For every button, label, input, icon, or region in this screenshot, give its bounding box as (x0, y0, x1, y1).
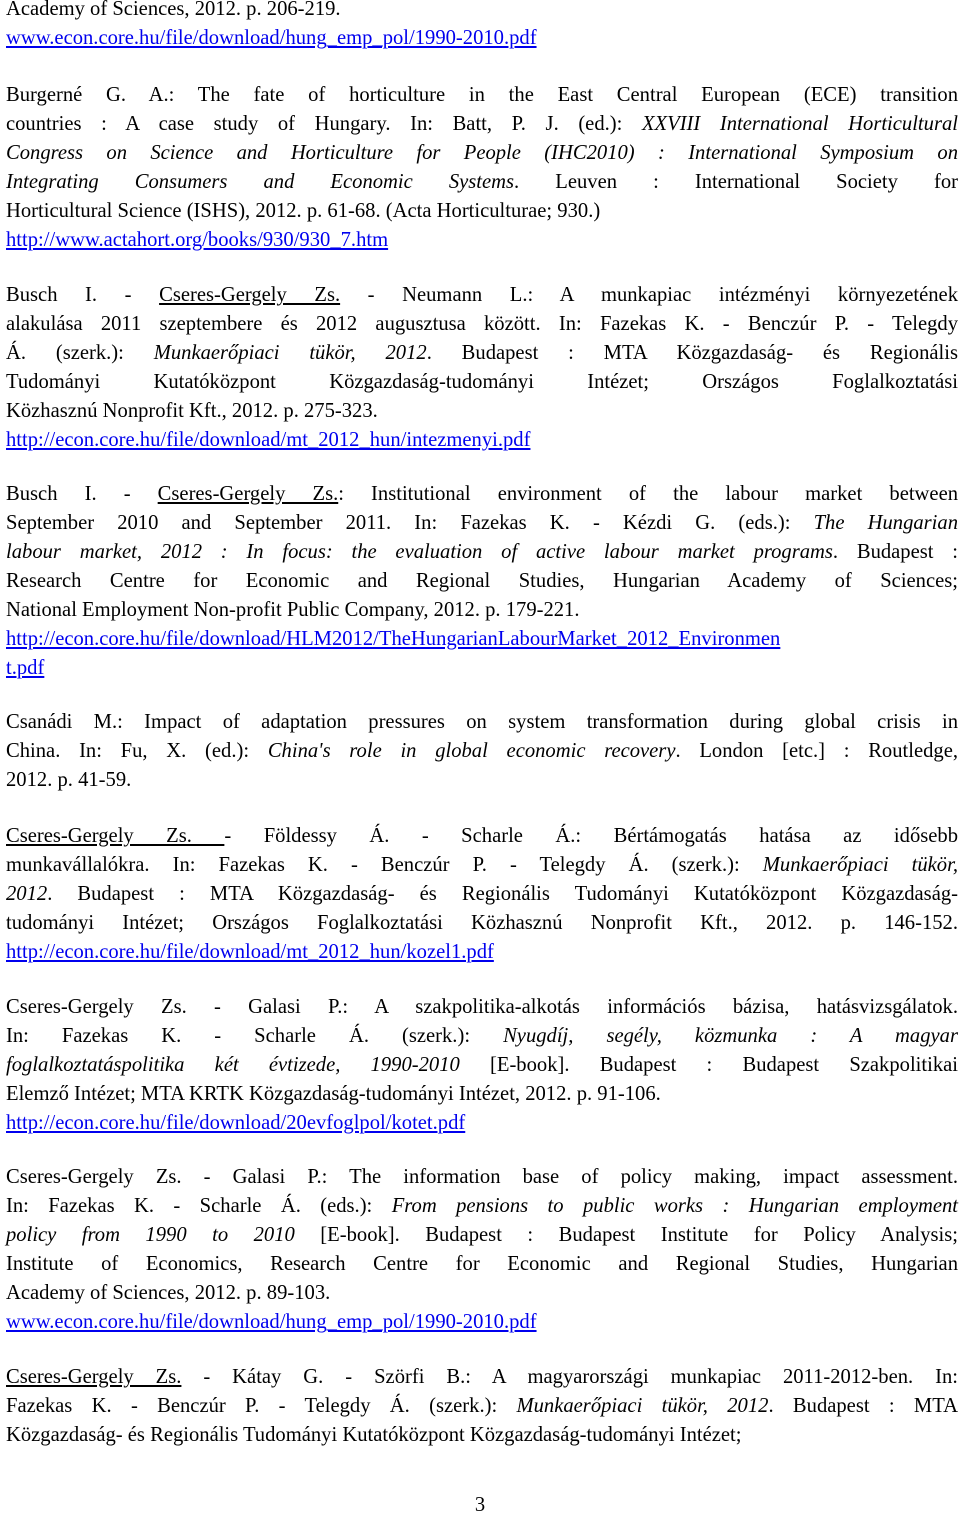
ref-line (6, 168, 958, 197)
ref-line: Academy of Sciences, 2012. p. 206-219. (6, 0, 341, 20)
reference-entry-busch-hu (6, 281, 958, 455)
ref-text: munkavállalókra. In: Fazekas K. - Benczúr P. - Telegdy Á. (szerk.): (6, 854, 763, 876)
ref-line (6, 1051, 958, 1080)
reference-entry-cseres-galasi-en (6, 1163, 958, 1337)
ref-title-italic: China's role in global economic recovery (267, 740, 676, 762)
ref-line: Burgerné G. A.: The fate of horticulture in the East Central European (ECE) transition (6, 84, 958, 106)
ref-title-italic: Nyugdíj, segély, közmunka : A magyar (503, 1025, 958, 1047)
ref-url-link[interactable]: www.econ.core.hu/file/download/hung_emp_pol/1990-2010.pdf (6, 27, 537, 49)
ref-text: [E-book]. Budapest : Budapest Institute for Policy Analysis; (294, 1224, 959, 1246)
ref-text: - Földessy Á. - Scharle Á.: Bértámogatás hatása az idősebb (224, 825, 958, 847)
ref-line: alakulása 2011 szeptembere és 2012 augusztusa között. In: Fazekas K. - Benczúr P. - Telegdy (6, 313, 958, 335)
ref-title-italic: Munkaerőpiaci tükör, 2012 (516, 1395, 769, 1417)
ref-text: . Budapest : (832, 541, 958, 563)
ref-text: . Budapest : MTA Közgazdaság- és Regionális (426, 342, 958, 364)
ref-title-italic: Integrating Consumers and Economic Systems (6, 171, 515, 193)
ref-author: Busch I. - (6, 284, 160, 306)
ref-title-italic: The Hungarian (813, 512, 958, 534)
ref-url-link[interactable]: www.econ.core.hu/file/download/hung_emp_pol/1990-2010.pdf (6, 1311, 537, 1333)
ref-line: Elemző Intézet; MTA KRTK Közgazdaság-tudományi Intézet, 2012. p. 91-106. (6, 1083, 661, 1105)
ref-line: Institute of Economics, Research Centre for Economic and Regional Studies, Hungarian (6, 1253, 958, 1275)
ref-author-underlined: Cseres-Gergely Zs. (157, 483, 339, 505)
ref-author: Busch I. - (6, 483, 158, 505)
ref-title-italic: labour market, 2012 : In focus: the evaluation of active labour market programs (6, 541, 833, 563)
ref-title-italic: XXVIII International Horticultural (641, 113, 958, 135)
ref-line (6, 480, 958, 509)
ref-text: China. In: Fu, X. (ed.): (6, 740, 268, 762)
ref-line (6, 1022, 958, 1051)
ref-line: Cseres-Gergely Zs. - Galasi P.: A szakpolitika-alkotás információs bázisa, hatásvizsgálatok. (6, 996, 958, 1018)
ref-line: National Employment Non-profit Public Company, 2012. p. 179-221. (6, 599, 580, 621)
ref-url-link[interactable]: http://econ.core.hu/file/download/mt_2012_hun/kozel1.pdf (6, 941, 494, 963)
ref-author-underlined: Cseres-Gergely Zs. (159, 284, 341, 306)
ref-line (6, 880, 958, 909)
ref-text: September 2010 and September 2011. In: Fazekas K. - Kézdi G. (eds.): (6, 512, 814, 534)
ref-text: - Kátay G. - Szörfi B.: A magyarországi munkapiac 2011-2012-ben. In: (181, 1366, 959, 1388)
ref-line (6, 339, 958, 368)
ref-line (6, 851, 958, 880)
ref-line: Research Centre for Economic and Regional Studies, Hungarian Academy of Sciences; (6, 570, 958, 592)
ref-line: Közhasznú Nonprofit Kft., 2012. p. 275-323. (6, 400, 378, 422)
ref-url-link[interactable]: http://econ.core.hu/file/download/mt_2012_hun/intezmenyi.pdf (6, 429, 531, 451)
ref-text: . Budapest : MTA (768, 1395, 959, 1417)
ref-title-italic: Munkaerőpiaci tükör, 2012 (153, 342, 427, 364)
ref-url-link[interactable]: http://econ.core.hu/file/download/HLM2012/TheHungarianLabourMarket_2012_Environmen (6, 628, 781, 650)
ref-title-italic: Congress on Science and Horticulture for People (IHC2010) : International Symposium on (6, 142, 958, 164)
reference-entry-cseres-katay (6, 1363, 958, 1450)
ref-line: Academy of Sciences, 2012. p. 89-103. (6, 1282, 331, 1304)
ref-title-italic: foglalkoztatáspolitika két évtizede, 1990-2010 (6, 1054, 460, 1076)
ref-line: Cseres-Gergely Zs. - Galasi P.: The information base of policy making, impact assessment. (6, 1166, 958, 1188)
ref-text: In: Fazekas K. - Scharle Á. (eds.): (6, 1195, 392, 1217)
ref-text: Fazekas K. - Benczúr P. - Telegdy Á. (szerk.): (6, 1395, 517, 1417)
page-number: 3 (474, 1494, 486, 1516)
ref-line (6, 110, 958, 139)
ref-line: Csanádi M.: Impact of adaptation pressures on system transformation during global crisis in (6, 711, 958, 733)
ref-text: : Institutional environment of the labour market between (338, 483, 959, 505)
reference-entry-continued (6, 0, 958, 53)
ref-line: tudományi Intézet; Országos Foglalkoztatási Közhasznú Nonprofit Kft., 2012. p. 146-152. (6, 912, 958, 934)
ref-author-underlined: Cseres-Gergely Zs. (6, 825, 225, 847)
ref-line (6, 1392, 958, 1421)
ref-line (6, 1192, 958, 1221)
ref-text: - Neumann L.: A munkapiac intézményi környezetének (340, 284, 958, 306)
ref-text: In: Fazekas K. - Scharle Á. (szerk.): (6, 1025, 504, 1047)
ref-title-italic: 2012 (6, 883, 48, 905)
ref-text: countries : A case study of Hungary. In: Batt, P. J. (ed.): (6, 113, 642, 135)
ref-title-italic: Munkaerőpiaci tükör, (762, 854, 958, 876)
ref-text: . London [etc.] : Routledge, (675, 740, 958, 762)
ref-title-italic: policy from 1990 to 2010 (6, 1224, 295, 1246)
reference-entry-busch-en (6, 480, 958, 683)
ref-line: Tudományi Kutatóközpont Közgazdaság-tudományi Intézet; Országos Foglalkoztatási (6, 371, 958, 393)
ref-line (6, 538, 958, 567)
ref-text: . Budapest : MTA Közgazdaság- és Regionális Tudományi Kutatóközpont Közgazdaság- (47, 883, 958, 905)
ref-line (6, 822, 958, 851)
reference-entry-csanadi (6, 708, 958, 795)
ref-line (6, 1221, 958, 1250)
ref-line: Közgazdaság- és Regionális Tudományi Kutatóközpont Közgazdaság-tudományi Intézet; (6, 1424, 742, 1446)
ref-text: [E-book]. Budapest : Budapest Szakpolitikai (459, 1054, 958, 1076)
ref-text: Á. (szerk.): (6, 342, 154, 364)
ref-url-link-continued[interactable]: t.pdf (6, 657, 45, 679)
ref-url-link[interactable]: http://www.actahort.org/books/930/930_7.htm (6, 229, 389, 251)
ref-line: Horticultural Science (ISHS), 2012. p. 61-68. (Acta Horticulturae; 930.) (6, 200, 601, 222)
ref-author-underlined: Cseres-Gergely Zs. (6, 1366, 182, 1388)
ref-line (6, 737, 958, 766)
ref-url-link[interactable]: http://econ.core.hu/file/download/20evfoglpol/kotet.pdf (6, 1112, 466, 1134)
ref-line (6, 281, 958, 310)
reference-entry-cseres-galasi-hu (6, 993, 958, 1138)
ref-line (6, 139, 958, 168)
ref-text: . Leuven : International Society for (514, 171, 958, 193)
ref-line (6, 1363, 958, 1392)
ref-line: 2012. p. 41-59. (6, 769, 132, 791)
reference-entry-burgerne (6, 81, 958, 255)
ref-title-italic: From pensions to public works : Hungarian employment (391, 1195, 958, 1217)
reference-entry-cseres-foldessy (6, 822, 958, 967)
ref-line (6, 509, 958, 538)
